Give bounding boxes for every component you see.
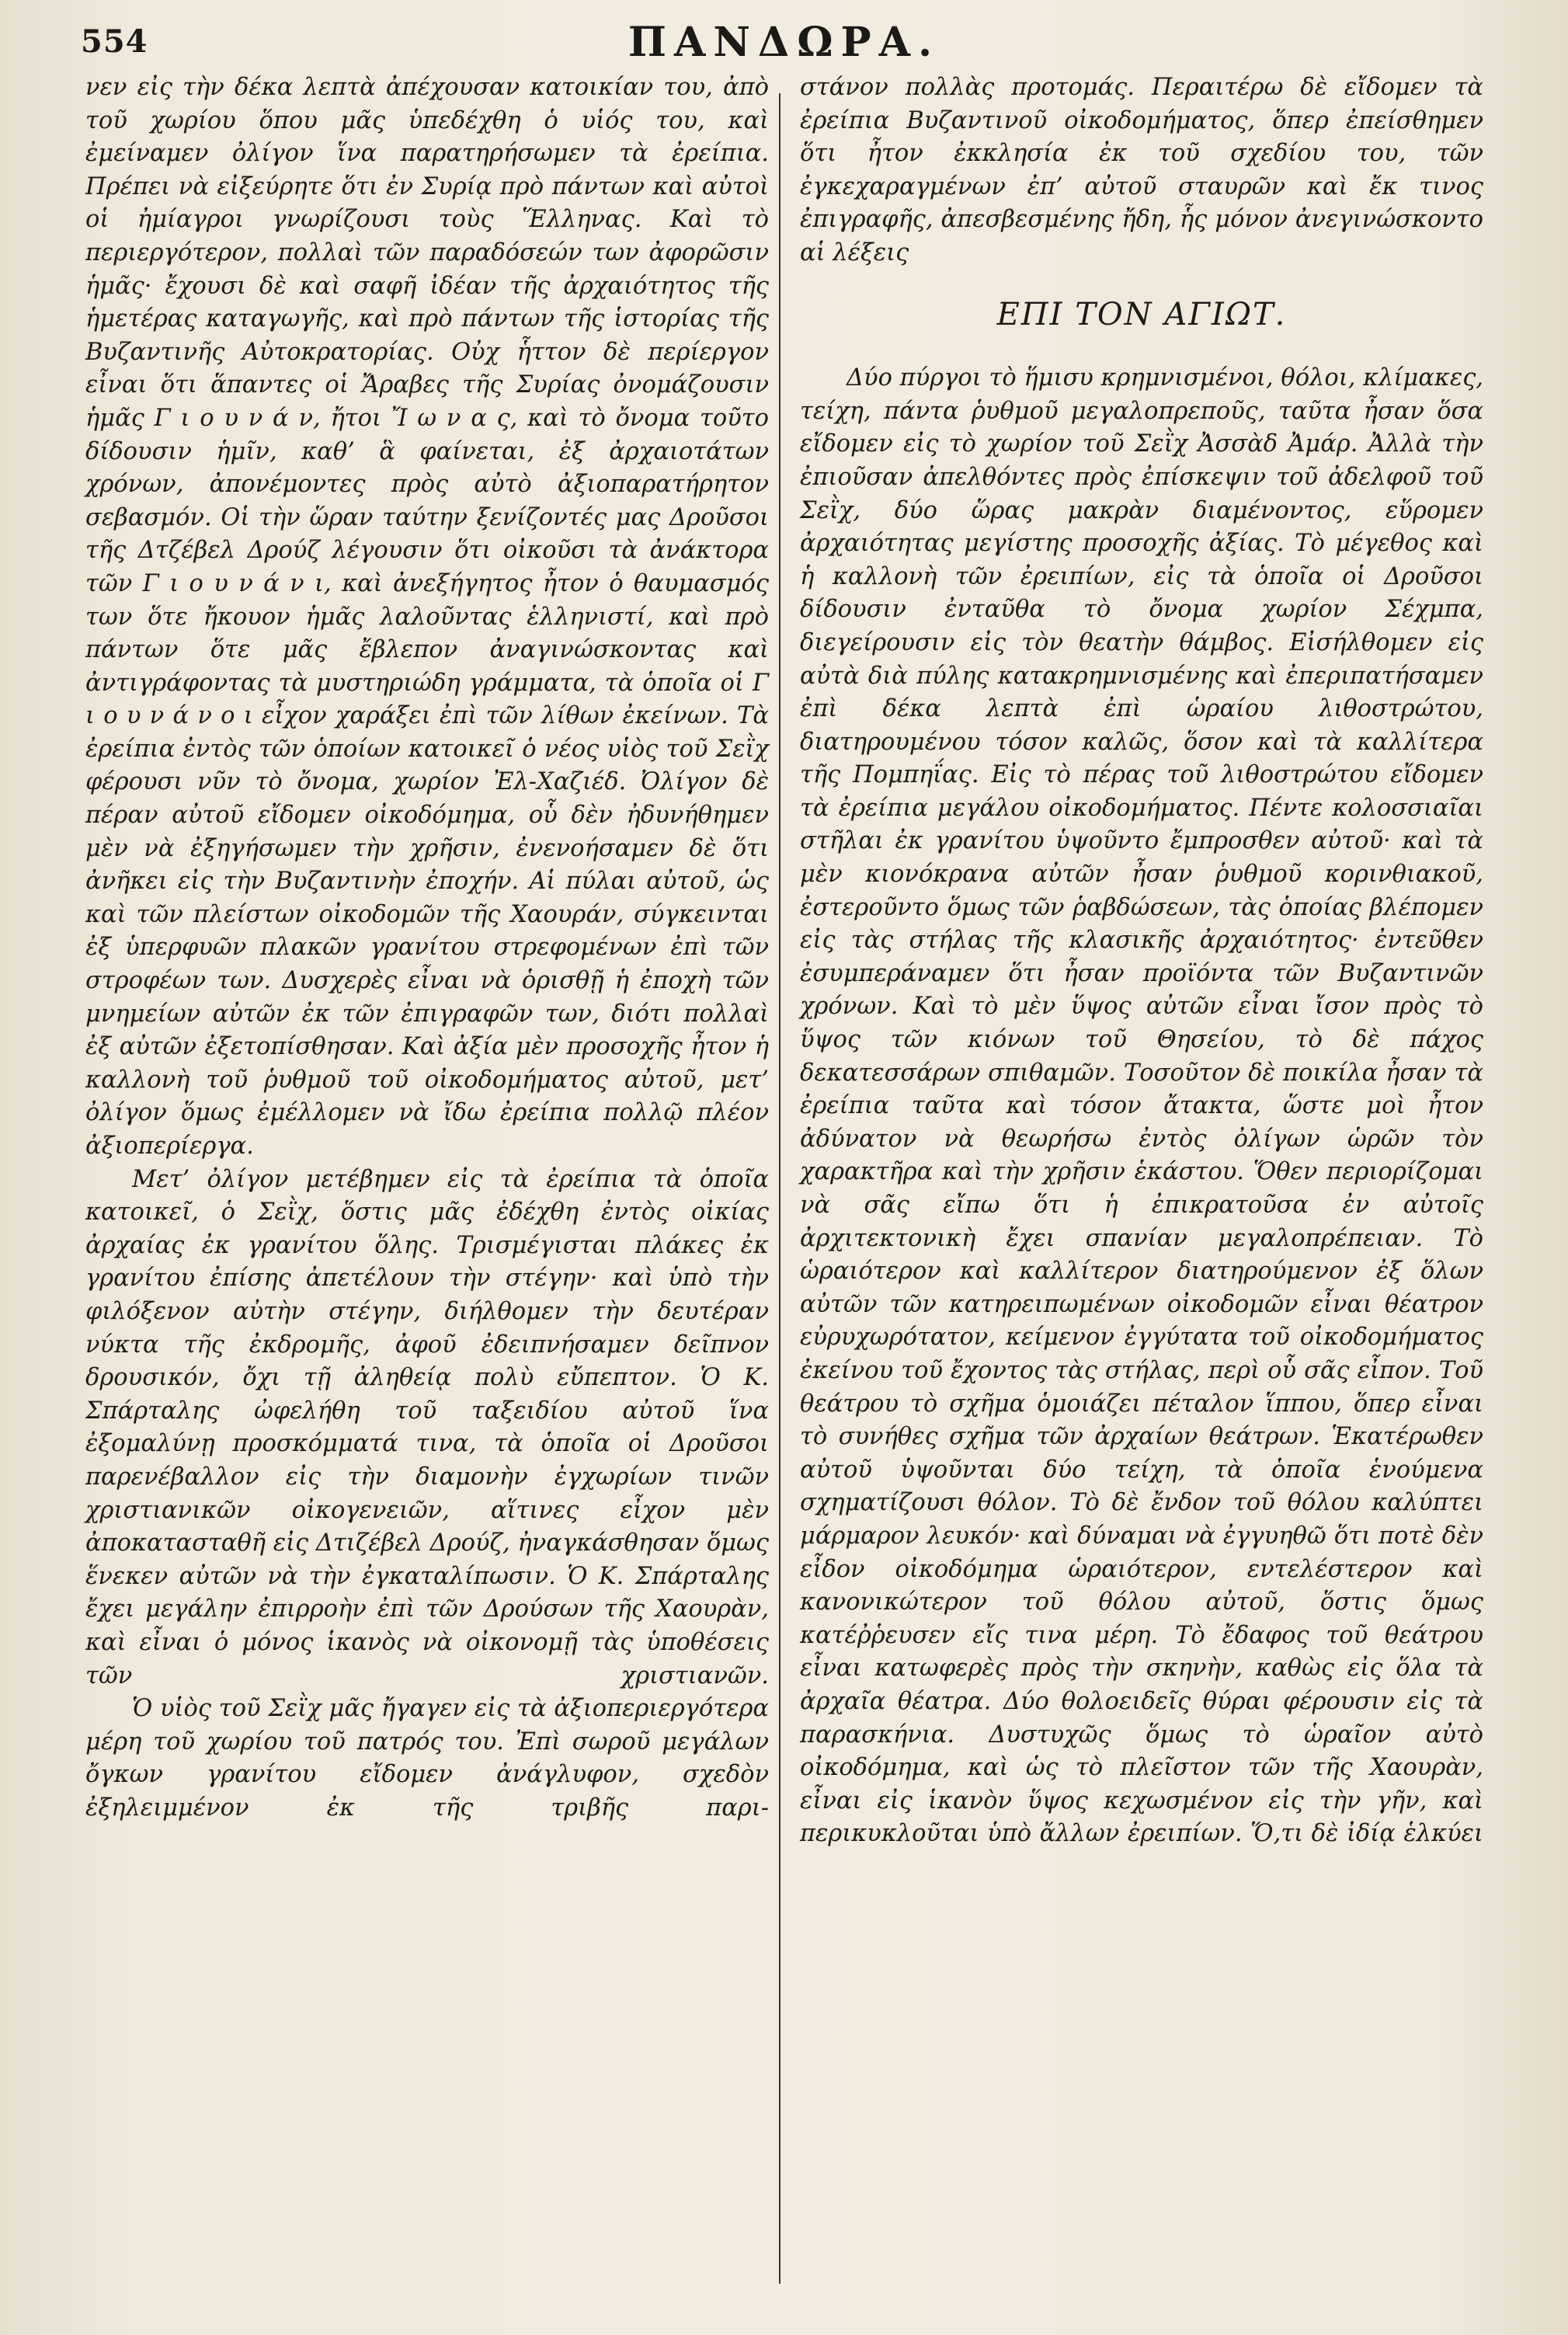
right-column <box>800 71 1483 1851</box>
left-paragraph-1: νεν εἰς τὴν δέκα λεπτὰ ἀπέχουσαν κατοικίαν του, ἀπὸ τοῦ χωρίου ὅπου μᾶς ὑπεδέχθη ὁ υἱός του, καὶ ἐμείναμεν ὀλίγον ἵνα παρατηρήσωμεν τὰ ἐρείπια. Πρέπει νὰ εἰξεύρητε ὅτι ἐν Συρίᾳ πρὸ πάντων καὶ αὐτοὶ οἱ ἠμίαγροι γνωρίζουσι τοὺς Ἕλληνας. Καὶ τὸ περιεργότερον, πολλαὶ τῶν παραδόσεών των ἀφορῶσιν ἡμᾶς· ἔχουσι δὲ καὶ σαφῆ ἰδέαν τῆς ἀρχαιότητος τῆς ἡμετέρας καταγωγῆς, καὶ πρὸ πάντων τῆς ἱστορίας τῆς Βυζαντινῆς Αὐτοκρατορίας. Οὐχ ἧττον δὲ περίεργον εἶναι ὅτι ἅπαντες οἱ Ἄραβες τῆς Συρίας ὀνομάζουσιν ἡμᾶς Γ ι ο υ ν ά ν, ἤτοι Ἴ ω ν α ς, καὶ τὸ ὄνομα τοῦτο δίδουσιν ἡμῖν, καθ’ ἃ φαίνεται, ἐξ ἀρχαιοτάτων χρόνων, ἀπονέμοντες πρὸς αὐτὸ ἀξιοπαρατήρητον σεβασμόν. Οἱ τὴν ὥραν ταύτην ξενίζοντές μας Δροῦσοι τῆς Δτζέβελ Δρούζ λέγουσιν ὅτι οἰκοῦσι τὰ ἀνάκτορα τῶν Γ ι ο υ ν ά ν ι, καὶ ἀνεξήγητος ἦτον ὁ θαυμασμός των ὅτε ἤκουον ἡμᾶς λαλοῦντας ἑλληνιστί, καὶ πρὸ πάντων ὅτε μᾶς ἔβλεπον ἀναγινώσκοντας καὶ ἀντιγράφοντας τὰ μυστηριώδη γράμματα, τὰ ὁποῖα οἱ Γ ι ο υ ν ά ν ο ι εἶχον χαράξει ἐπὶ τῶν λίθων ἐκείνων. Τὰ ἐρείπια ἐντὸς τῶν ὁποίων κατοικεῖ ὁ νέος υἱὸς τοῦ Σεῒχ φέρουσι νῦν τὸ ὄνομα, χωρίον Ἐλ-Χαζιέδ. Ὀλίγον δὲ πέραν αὐτοῦ εἴδομεν οἰκοδόμημα, οὗ δὲν ἠδυνήθημεν μὲν νὰ ἐξηγήσωμεν τὴν χρῆσιν, ἐνενοήσαμεν δὲ ὅτι ἀνῆκει εἰς τὴν Βυζαντινὴν ἐποχήν. Αἱ πύλαι αὐτοῦ, ὡς καὶ τῶν πλείστων οἰκοδομῶν τῆς Χαουράν, σύγκεινται ἐξ ὑπερφυῶν πλακῶν γρανίτου στρεφομένων ἐπὶ τῶν στροφέων των. Δυσχερὲς εἶναι νὰ ὁρισθῇ ἡ ἐποχὴ τῶν μνημείων αὐτῶν ἐκ τῶν ἐπιγραφῶν των, διότι πολλαὶ ἐξ αὐτῶν ἐξετοπίσθησαν. Καὶ ἀξία μὲν προσοχῆς ἦτον ἡ καλλονὴ τοῦ ῥυθμοῦ τοῦ οἰκοδομήματος αὐτοῦ, μετ’ ὀλίγον ὅμως ἐμέλλομεν νὰ ἴδω ἐρείπια πολλῷ πλέον ἀξιοπερίεργα. <box>85 74 769 1160</box>
left-paragraph-2: Μετ’ ὀλίγον μετέβημεν εἰς τὰ ἐρείπια τὰ ὁποῖα κατοικεῖ, ὁ Σεῒχ, ὅστις μᾶς ἐδέχθη ἐντὸς οἰκίας ἀρχαίας ἐκ γρανίτου ὅλης. Τρισμέγισται πλάκες ἐκ γρανίτου ἐπίσης ἀπετέλουν τὴν στέγην· καὶ ὑπὸ τὴν φιλόξενον αὐτὴν στέγην, διήλθομεν τὴν δευτέραν νύκτα τῆς ἐκδρομῆς, ἀφοῦ ἐδειπνήσαμεν δεῖπνον δρουσικόν, ὄχι τῇ ἀληθείᾳ πολὺ εὔπεπτον. Ὁ Κ. Σπάρταλης ὠφελήθη τοῦ ταξειδίου αὐτοῦ ἵνα ἐξομαλύνῃ προσκόμματά τινα, τὰ ὁποῖα οἱ Δροῦσοι παρενέβαλλον εἰς τὴν διαμονὴν ἐγχωρίων τινῶν χριστιανικῶν οἰκογενειῶν, αἵτινες εἶχον μὲν ἀποκατασταθῆ εἰς Δτιζέβελ Δρούζ, ἠναγκάσθησαν ὅμως ἕνεκεν αὐτῶν νὰ τὴν ἐγκαταλίπωσιν. Ὁ Κ. Σπάρταλης ἔχει μεγάλην ἐπιρροὴν ἐπὶ τῶν Δρούσων τῆς Χαουρὰν, καὶ εἶναι ὁ μόνος ἱκανὸς νὰ οἰκονομῇ τὰς ὑποθέσεις τῶν χριστιανῶν. <box>85 1165 769 1689</box>
running-title: ΠΑΝΔΩΡΑ. <box>628 19 940 66</box>
column-divider <box>779 93 781 2284</box>
right-paragraph-2: Δύο πύργοι τὸ ἥμισυ κρημνισμένοι, θόλοι, κλίμακες, τείχη, πάντα ῥυθμοῦ μεγαλοπρεποῦς, ταῦτα ἦσαν ὅσα εἴδομεν εἰς τὸ χωρίον τοῦ Σεῒχ Ἀσσὰδ Ἀμάρ. Ἀλλὰ τὴν ἐπιοῦσαν ἀπελθόντες πρὸς ἐπίσκεψιν τοῦ ἀδελφοῦ τοῦ Σεῒχ, δύο ὥρας μακρὰν διαμένοντος, εὕρομεν ἀρχαιότητας μεγίστης προσοχῆς ἀξίας. Τὸ μέγεθος καὶ ἡ καλλονὴ τῶν ἐρειπίων, εἰς τὰ ὁποῖα οἱ Δροῦσοι δίδουσιν ἐνταῦθα τὸ ὄνομα χωρίον Σέχμπα, διεγείρουσιν εἰς τὸν θεατὴν θάμβος. Εἰσήλθομεν εἰς αὐτὰ διὰ πύλης κατακρημνισμένης καὶ ἐπεριπατήσαμεν ἐπὶ δέκα λεπτὰ ἐπὶ ὡραίου λιθοστρώτου, διατηρουμένου τόσον καλῶς, ὅσον καὶ τὰ καλλίτερα τῆς Πομπηΐας. Εἰς τὸ πέρας τοῦ λιθοστρώτου εἴδομεν τὰ ἐρείπια μεγάλου οἰκοδομήματος. Πέντε κολοσσιαῖαι στῆλαι ἐκ γρανίτου ὑψοῦντο ἔμπροσθεν αὐτοῦ· καὶ τὰ μὲν κιονόκρανα αὐτῶν ἦσαν ῥυθμοῦ κορινθιακοῦ, ἐστεροῦντο ὅμως τῶν ῥαβδώσεων, τὰς ὁποίας βλέπομεν εἰς τὰς στήλας τῆς κλασικῆς ἀρχαιότητος· ἐντεῦθεν ἐσυμπεράναμεν ὅτι ἦσαν προϊόντα τῶν Βυζαντινῶν χρόνων. Καὶ τὸ μὲν ὕψος αὐτῶν εἶναι ἴσον πρὸς τὸ ὕψος τῶν κιόνων τοῦ Θησείου, τὸ δὲ πάχος δεκατεσσάρων σπιθαμῶν. Τοσοῦτον δὲ ποικίλα ἦσαν τὰ ἐρείπια ταῦτα καὶ τόσον ἄτακτα, ὥστε μοὶ ἦτον ἀδύνατον νὰ θεωρήσω ἐντὸς ὀλίγων ὡρῶν τὸν χαρακτῆρα καὶ τὴν χρῆσιν ἑκάστου. Ὅθεν περιορίζομαι νὰ σᾶς εἴπω ὅτι ἡ ἐπικρατοῦσα ἐν αὐτοῖς ἀρχιτεκτονικὴ ἔχει σπανίαν μεγαλοπρέπειαν. Τὸ ὡραιότερον καὶ καλλίτερον διατηρούμενον ἐξ ὅλων αὐτῶν τῶν κατηρειπωμένων οἰκοδομῶν εἶναι θέατρον εὐρυχωρότατον, κείμενον ἐγγύτατα τοῦ οἰκοδομήματος ἐκείνου τοῦ ἔχοντος τὰς στήλας, περὶ οὗ σᾶς εἶπον. Τοῦ θεάτρου τὸ σχῆμα ὁμοιάζει πέταλον ἵππου, ὅπερ εἶναι τὸ συνήθες σχῆμα τῶν ἀρχαίων θεάτρων. Ἑκατέρωθεν αὐτοῦ ὑψοῦνται δύο τείχη, τὰ ὁποῖα ἑνούμενα σχηματίζουσι θόλον. Τὸ δὲ ἔνδον τοῦ θόλου καλύπτει μάρμαρον λευκόν· καὶ δύναμαι νὰ ἐγγυηθῶ ὅτι ποτὲ δὲν εἶδον οἰκοδόμημα ὡραιότερον, εντελέστερον καὶ κανονικώτερον τοῦ θόλου αὐτοῦ, ὅστις ὅμως κατέῤῥευσεν εἴς τινα μέρη. Τὸ ἔδαφος τοῦ θεάτρου εἶναι κατωφερὲς πρὸς τὴν σκηνὴν, καθὼς εἰς ὅλα τὰ ἀρχαῖα θέατρα. Δύο θολοειδεῖς θύραι φέρουσιν εἰς τὰ παρασκήνια. Δυστυχῶς ὅμως τὸ ὡραῖον αὐτὸ οἰκοδόμημα, καὶ ὡς τὸ πλεῖστον τῶν τῆς Χαουρὰν, εἶναι εἰς ἱκανὸν ὕψος κεχωσμένον εἰς τὴν γῆν, καὶ περικυκλοῦται ὑπὸ ἄλλων ἐρειπίων. Ὅ,τι δὲ ἰδίᾳ ἑλκύει <box>800 364 1483 1848</box>
left-column <box>85 71 769 1825</box>
page-number: 554 <box>81 23 148 60</box>
inscription-heading: ΕΠΙ ΤΟΝ ΑΓΙΩΤ. <box>996 296 1287 332</box>
left-paragraph-3: Ὁ υἱὸς τοῦ Σεῒχ μᾶς ἤγαγεν εἰς τὰ ἀξιοπεριεργότερα μέρη τοῦ χωρίου τοῦ πατρός του. Ἐπὶ σωροῦ μεγάλων ὄγκων γρανίτου εἴδομεν ἀνάγλυφον, σχεδὸν ἐξηλειμμένον ἐκ τῆς τριβῆς παρι- <box>85 1695 769 1822</box>
right-paragraph-1: στάνον πολλὰς προτομάς. Περαιτέρω δὲ εἴδομεν τὰ ἐρείπια Βυζαντινοῦ οἰκοδομήματος, ὅπερ ἐπείσθημεν ὅτι ἦτον ἐκκλησία ἐκ τοῦ σχεδίου του, τῶν ἐγκεχαραγμένων ἐπ’ αὐτοῦ σταυρῶν καὶ ἔκ τινος ἐπιγραφῆς, ἀπεσβεσμένης ἤδη, ἧς μόνον ἀνεγινώσκοντο αἱ λέξεις <box>800 74 1483 266</box>
